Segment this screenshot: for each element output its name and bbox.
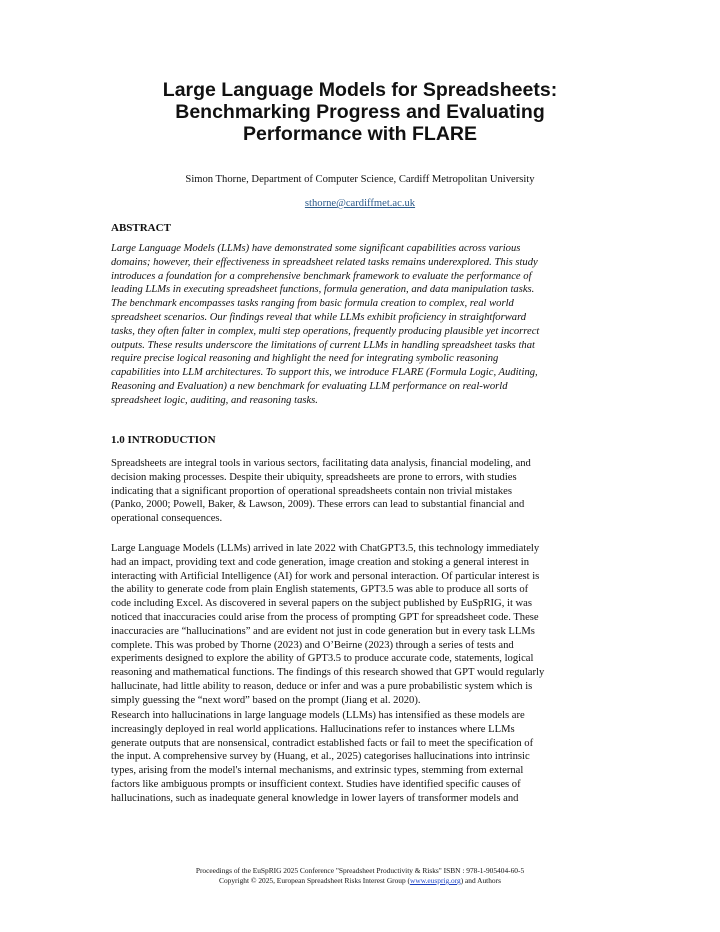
page-footer — [60, 866, 660, 886]
text-line: types, arising from the model's internal mechanisms, and extrinsic types, stemming from external — [111, 765, 524, 777]
text-line: code including Excel. As discovered in several papers on the subject published by EuSpRIG, it was — [111, 598, 533, 610]
abstract-heading: ABSTRACT — [111, 222, 171, 234]
introduction-heading: 1.0 INTRODUCTION — [111, 434, 216, 446]
text-line: require precise logical reasoning and highlight the need for integrating symbolic reasoning — [111, 353, 499, 365]
intro-paragraph-3 — [111, 709, 611, 806]
footer-copyright-text: Copyright © 2025, European Spreadsheet Risks Interest Group ( — [219, 876, 411, 885]
text-line: indicating that a significant proportion of operational spreadsheets contain non trivial mistakes — [111, 485, 512, 497]
intro-paragraph-1 — [111, 457, 611, 526]
intro-paragraph-2 — [111, 542, 611, 708]
text-line: hallucinate, had little ability to reason, deduce or infer and was a pure probabilistic system which is — [111, 680, 533, 692]
text-line: had an impact, providing text and code generation, image creation and stoking a general interest in — [111, 556, 530, 568]
text-line: increasingly deployed in real world applications. Hallucinations refer to instances where LLMs — [111, 723, 515, 735]
footer-website-link[interactable]: www.eusprig.org — [410, 876, 461, 885]
text-line: tasks, they often falter in complex, multi step operations, frequently producing plausible yet incorrect — [111, 325, 540, 337]
text-line: inaccuracies are “hallucinations” and are evident not just in code generation but in every task LLMs — [111, 625, 535, 637]
text-line: complete. This was probed by Thorne (2023) and O’Beirne (2023) through a series of tests and — [111, 639, 514, 651]
text-line: domains; however, their effectiveness in spreadsheet related tasks remains underexplored. This study — [111, 256, 538, 268]
text-line: capabilities into LLM architectures. To support this, we introduce FLARE (Formula Logic, Auditing, — [111, 367, 538, 379]
author-email-link[interactable]: sthorne@cardiffmet.ac.uk — [304, 198, 416, 209]
text-line: simply guessing the “next word” based on the prompt (Jiang et al. 2020). — [111, 694, 421, 706]
title-line: Performance with FLARE — [242, 123, 478, 145]
text-line: outputs. These results underscore the limitations of current LLMs in handling spreadsheet tasks that — [111, 339, 535, 351]
footer-proceedings: Proceedings of the EuSpRIG 2025 Conference "Spreadsheet Productivity & Risks" ISBN : 978-1-905404-60-5 — [195, 866, 525, 875]
text-line: reasoning and mathematical functions. The findings of this research showed that GPT would regularly — [111, 667, 545, 679]
footer-copyright-suffix: ) and Authors — [460, 876, 501, 885]
title-line: Large Language Models for Spreadsheets: — [162, 79, 558, 101]
text-line: experiments designed to explore the ability of GPT3.5 to produce accurate code, statements, logical — [111, 653, 534, 665]
text-line: Large Language Models (LLMs) have demonstrated some significant capabilities across various — [111, 243, 521, 254]
text-line: decision making processes. Despite their ubiquity, spreadsheets are prone to errors, with studies — [111, 471, 517, 483]
text-line: The benchmark encompasses tasks ranging from basic formula creation to complex, real world — [111, 298, 514, 310]
text-line: the input. A comprehensive survey by (Huang, et al., 2025) categorises hallucinations into intrinsic — [111, 751, 530, 763]
text-line: the ability to generate code from plain English statements, GPT3.5 was able to produce all sorts of — [111, 584, 529, 596]
text-line: Large Language Models (LLMs) arrived in late 2022 with ChatGPT3.5, this technology immediately — [111, 543, 540, 554]
text-line: generate outputs that are nonsensical, contradict established facts or fail to meet the specification of — [111, 737, 534, 749]
paper-title — [80, 79, 640, 145]
text-line: hallucinations, such as inadequate general knowledge in lower layers of transformer models and — [111, 792, 519, 804]
author-email — [80, 197, 640, 211]
text-line: noticed that inaccuracies could arise from the process of prompting GPT for spreadsheet code. These — [111, 611, 539, 623]
text-line: spreadsheet logic, auditing, and reasoning tasks. — [111, 394, 318, 406]
text-line: factors like ambiguous prompts or insufficient context. Studies have identified specific causes of — [111, 778, 521, 790]
text-line: interacting with Artificial Intelligence (AI) for work and personal interaction. Of particular interest is — [111, 570, 540, 582]
text-line: Spreadsheets are integral tools in various sectors, facilitating data analysis, financial modeling, and — [111, 458, 531, 469]
text-line: Reasoning and Evaluation) a new benchmark for evaluating LLM performance on real-world — [111, 380, 508, 392]
text-line: spreadsheet scenarios. Our findings reveal that while LLMs exhibit proficiency in straightforward — [111, 311, 527, 323]
text-line: operational consequences. — [111, 513, 223, 525]
text-line: leading LLMs in executing spreadsheet functions, formula generation, and data manipulation tasks. — [111, 284, 535, 296]
footer-copyright — [60, 876, 660, 886]
title-line: Benchmarking Progress and Evaluating — [175, 101, 545, 123]
text-line: Research into hallucinations in large language models (LLMs) has intensified as these models are — [111, 710, 525, 721]
abstract-text — [111, 242, 611, 408]
text-line: introduces a foundation for a comprehensive benchmark framework to evaluate the performance of — [111, 270, 532, 282]
author-affiliation: Simon Thorne, Department of Computer Science, Cardiff Metropolitan University — [185, 174, 535, 185]
text-line: (Panko, 2000; Powell, Baker, & Lawson, 2009). These errors can lead to substantial financial and — [111, 499, 525, 511]
